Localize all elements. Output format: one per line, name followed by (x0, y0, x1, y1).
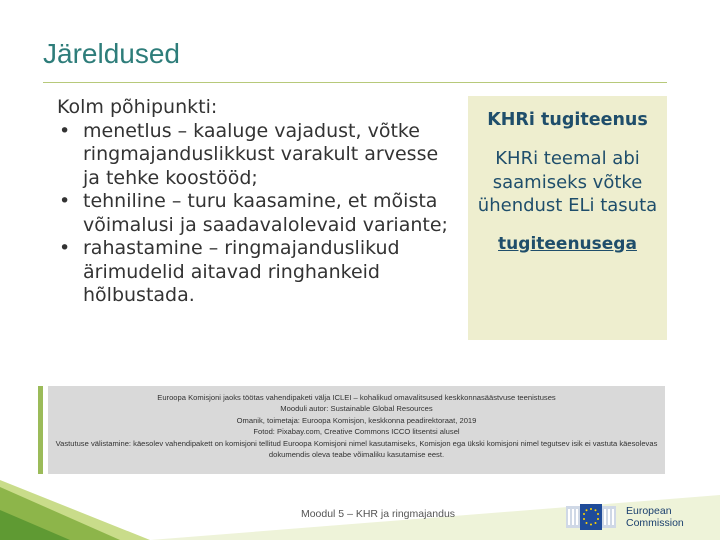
bullet-item (57, 190, 457, 237)
bullet-item (57, 120, 457, 191)
helpdesk-body: KHRi teemal abi saamiseks võtke ühendust ELi tasuta (477, 148, 658, 216)
helpdesk-box (468, 96, 667, 340)
intro-text: Kolm põhipunkti: (57, 96, 218, 118)
title-underline (43, 82, 667, 83)
disclaimer-line: Mooduli autor: Sustainable Global Resources (280, 404, 433, 414)
ec-logo-line: Commission (626, 517, 684, 529)
ec-logo (566, 502, 684, 532)
bullet-dot: • (59, 119, 71, 142)
helpdesk-link[interactable]: tugiteenusega (498, 233, 637, 254)
disclaimer-line: Fotod: Pixabay.com, Creative Commons ICCO litsentsi alusel (253, 427, 460, 437)
bullet-text: tehniline – turu kaasamine, et mõista võimalusi ja saadavalolevaid variante; (83, 190, 448, 236)
bullet-dot: • (59, 190, 71, 212)
bullet-text: menetlus – kaaluge vajadust, võtke ringmajanduslikkust varakult arvesse ja tehke koostööd; (83, 119, 439, 189)
slide-title: Järeldused (43, 38, 180, 69)
key-points (57, 96, 457, 308)
ec-logo-line: European (626, 505, 672, 517)
bullet-item (57, 237, 457, 308)
bullet-text: rahastamine – ringmajanduslikud ärimudelid aitavad ringhankeid hõlbustada. (83, 237, 400, 306)
ec-building-icon (566, 502, 620, 532)
helpdesk-title: KHRi tugiteenus (487, 110, 648, 130)
disclaimer-line: Euroopa Komisjoni jaoks töötas vahendipaketi välja ICLEI – kohalikud omavalitsused keskkonnasäästvuse teenistuses (157, 393, 556, 402)
bullet-dot: • (59, 237, 71, 259)
module-label: Moodul 5 – KHR ja ringmajandus (300, 508, 456, 520)
bullet-list (57, 120, 457, 308)
ec-logo-text (626, 505, 684, 529)
disclaimer-line: Omanik, toimetaja: Euroopa Komisjon, keskkonna peadirektoraat, 2019 (236, 415, 477, 425)
disclaimer-line: Vastutuse välistamine: käesolev vahendipakett on komisjoni tellitud Euroopa Komisjoni nimel kasutamiseks, Komisjon ega ükski komisjoni nimel tegutsev isik ei vastuta käesolevas dokumendis oleva teabe võimaliku kasutamise eest. (55, 438, 658, 460)
